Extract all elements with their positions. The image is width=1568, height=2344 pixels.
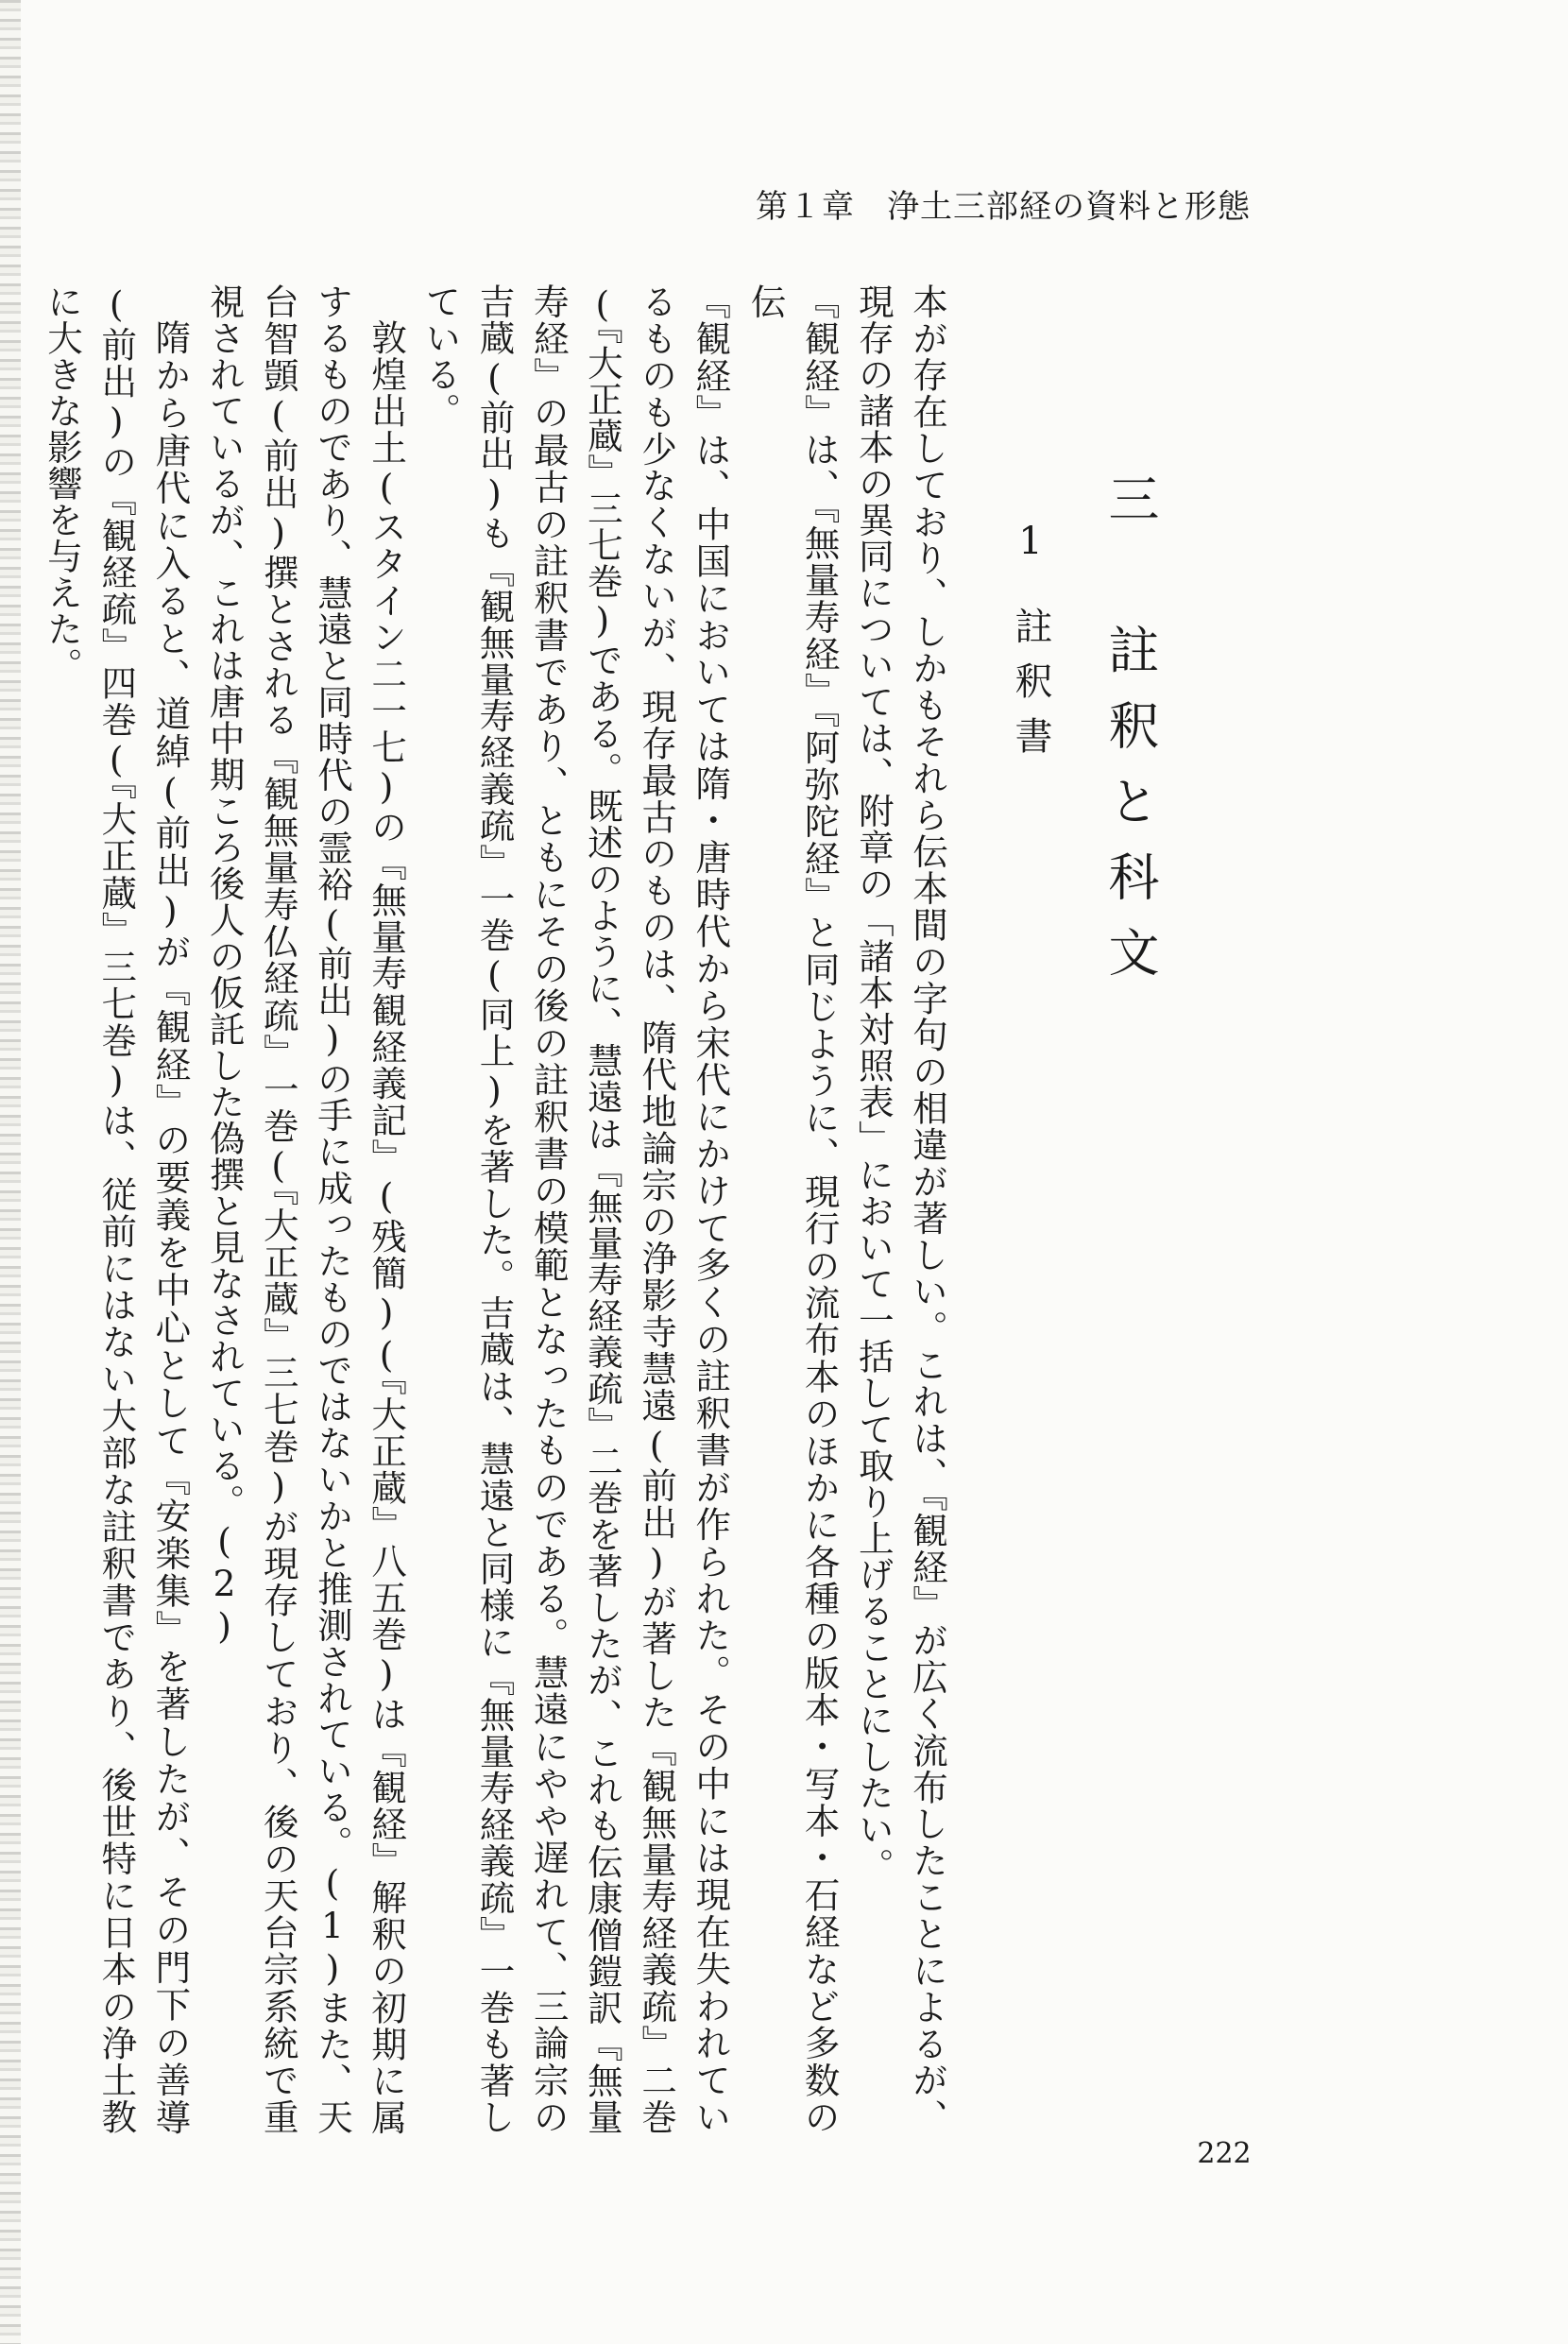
subsection-title: 註釈書 — [1009, 607, 1052, 771]
running-head-title: 浄土三部経の資料と形態 — [887, 187, 1251, 226]
paragraph-continuation-2: 『観経』は、『無量寿経』『阿弥陀経』と同じように、現行の流布本のほかに各種の版本・写本・石経など多数の伝 — [744, 283, 841, 2136]
running-head — [756, 180, 1285, 227]
section-heading: 三 註釈と科文 — [1100, 472, 1160, 1001]
paragraph-3: 隋から唐代に入ると、道綽(前出)が『観経』の要義を中心として『安楽集』を著したが、その門下の善導(前出)の『観経疏』四巻(『大正蔵』三七巻)は、従前にはない大部な註釈書であり、後世特に日本の浄土教に大きな影響を与えた。 — [42, 283, 192, 2135]
running-head-chapter: 第１章 — [756, 187, 855, 226]
paragraph-1: 『観経』は、中国においては隋・唐時代から宋代にかけて多くの註釈書が作られた。その中には現在失われているものも少なくないが、現存最古のものは、隋代地論宗の浄影寺慧遠(前出)が著した『観無量寿経義疏』二巻(『大正蔵』三七巻)である。既述のように、慧遠は『無量寿経義疏』二巻を著したが、これも伝康僧鎧訳『無量寿経』の最古の註釈書であり、ともにその後の註釈書の模範となったものである。慧遠にやや遅れて、三論宗の吉蔵(前出)も『観無量寿経義疏』一巻(同上)を著した。吉蔵は、慧遠と同様に『無量寿経義疏』一巻も著している。 — [419, 283, 732, 2135]
paragraph-continuation-1: 本が存在しており、しかもそれら伝本間の字句の相違が著しい。これは、『観経』が広く流布したことによるが、現存の諸本の異同については、附章の「諸本対照表」において一括して取り上げることにしたい。 — [852, 283, 948, 2135]
paragraph-2: 敦煌出土(スタイン二一七)の『無量寿観経義記』(残簡)(『大正蔵』八五巻)は『観経』解釈の初期に属するものであり、慧遠と同時代の霊裕(前出)の手に成ったものではないかと推測されている。(1)また、天台智顗(前出)撰とされる『観無量寿仏経疏』一巻(『大正蔵』三七巻)が現存しており、後の天台宗系統で重視されているが、これは唐中期ころ後人の仮託した偽撰と見なされている。(2) — [203, 283, 408, 2135]
subsection-heading — [1001, 520, 1058, 841]
subsection-number: 1 — [1009, 520, 1052, 580]
body-text — [42, 283, 954, 2136]
page-number: 222 — [1197, 2137, 1252, 2170]
scanned-page-edge — [0, 0, 21, 2344]
